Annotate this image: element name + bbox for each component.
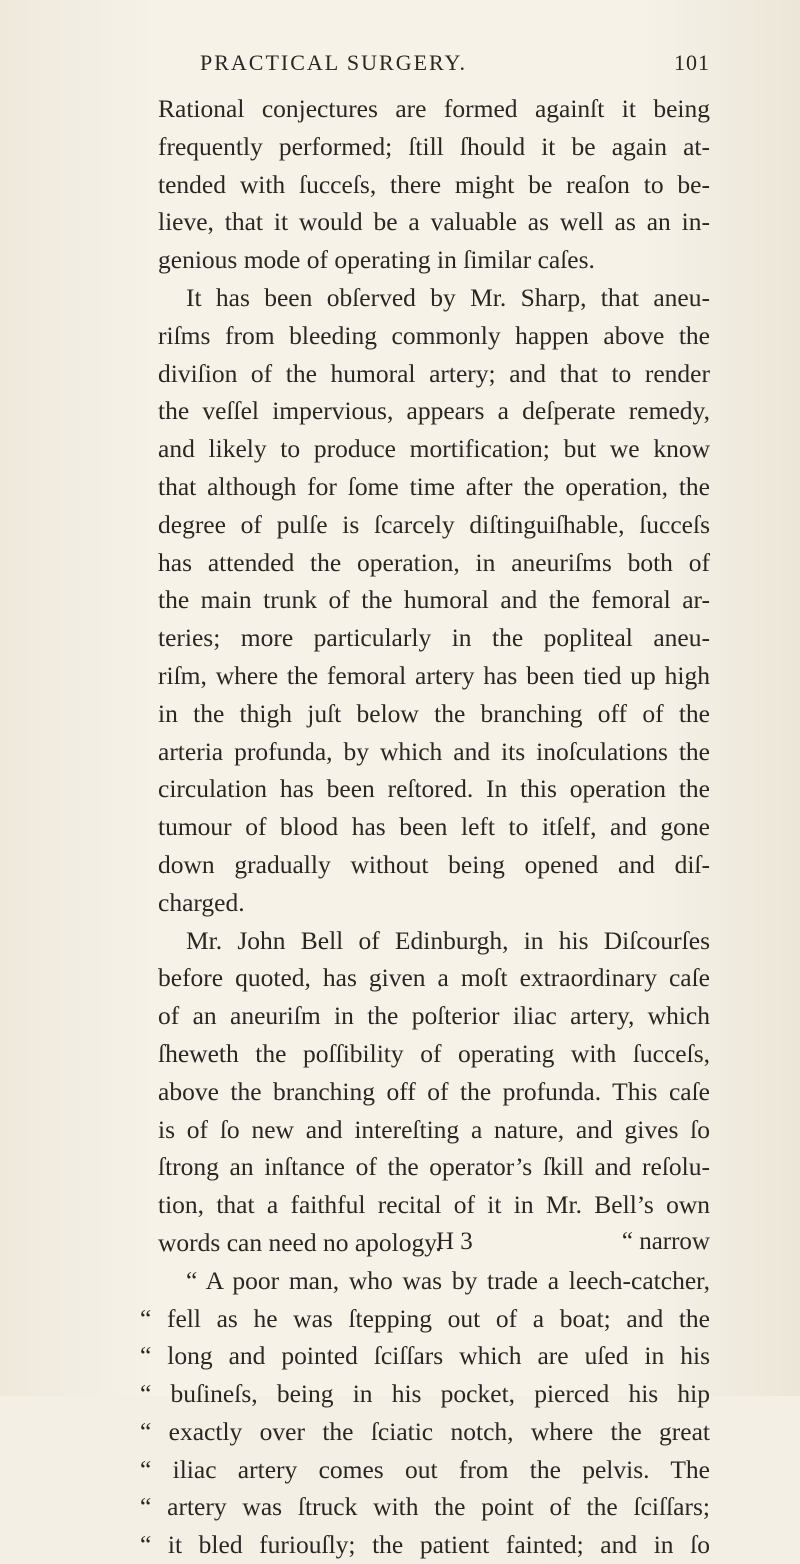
text-line: above the branching off of the profunda. This caſe: [158, 1076, 710, 1106]
text-line: of an aneuriſm in the poſterior iliac artery, which: [158, 1001, 710, 1031]
text-line: diviſion of the humoral artery; and that to render: [158, 358, 710, 388]
text-line: tion, that a faithful recital of it in Mr. Bell’s own: [158, 1190, 710, 1220]
page-number: 101: [674, 50, 710, 75]
text-line: and likely to produce mortification; but we know: [158, 434, 710, 464]
quote-line: “ iliac artery comes out from the pelvis. The: [140, 1454, 710, 1484]
text-line: tumour of blood has been left to itſelf, and gone: [158, 812, 710, 842]
text-line: words can need no apology.: [158, 1227, 442, 1257]
text-line: arteria profunda, by which and its inoſculations the: [158, 736, 710, 766]
text-line: charged.: [158, 887, 245, 917]
quote-line: “ it bled furiouſly; the patient fainted; and in ſo: [140, 1530, 710, 1560]
text-line: riſms from bleeding commonly happen above the: [158, 320, 710, 350]
text-line: the veſſel impervious, appears a deſperate remedy,: [158, 396, 710, 426]
text-line: genious mode of operating in ſimilar caſes.: [158, 245, 595, 275]
text-line: is of ſo new and intereſting a nature, and gives ſo: [158, 1114, 710, 1144]
text-line: frequently performed; ſtill ſhould it be again at-: [158, 131, 710, 161]
text-line: teries; more particularly in the popliteal aneu-: [158, 623, 710, 653]
text-line: down gradually without being opened and diſ-: [158, 849, 710, 879]
body-text: [140, 90, 710, 1564]
text-line: the main trunk of the humoral and the femoral ar-: [158, 585, 710, 615]
text-line: has attended the operation, in aneuriſms both of: [158, 547, 710, 577]
page-footer: [158, 1228, 710, 1268]
text-line: degree of pulſe is ſcarcely diſtinguiſhable, ſucceſs: [158, 509, 710, 539]
text-line: circulation has been reſtored. In this operation the: [158, 774, 710, 804]
text-line: lieve, that it would be a valuable as well as an in-: [158, 207, 710, 237]
text-line: riſm, where the femoral artery has been tied up high: [158, 660, 710, 690]
quote-line: “ fell as he was ſtepping out of a boat; and the: [140, 1303, 710, 1333]
text-line: before quoted, has given a moſt extraordinary caſe: [158, 963, 710, 993]
text-line: Mr. John Bell of Edinburgh, in his Diſcourſes: [186, 925, 710, 955]
page-header: [150, 50, 710, 90]
quote-line: “ long and pointed ſciſſars which are uſed in his: [140, 1341, 710, 1371]
quote-line: “ exactly over the ſciatic notch, where the great: [140, 1416, 710, 1446]
text-line: in the thigh juſt below the branching off of the: [158, 698, 710, 728]
text-line: ſtrong an inſtance of the operator’s ſkill and reſolu-: [158, 1152, 710, 1182]
text-line: that although for ſome time after the operation, the: [158, 471, 710, 501]
quote-line: “ A poor man, who was by trade a leech-catcher,: [186, 1265, 710, 1295]
text-line: tended with ſucceſs, there might be reaſon to be-: [158, 169, 710, 199]
text-line: It has been obſerved by Mr. Sharp, that aneu-: [186, 282, 710, 312]
quote-line: “ buſineſs, being in his pocket, pierced his hip: [140, 1379, 710, 1409]
catchword: “ narrow: [621, 1228, 710, 1255]
text-line: ſheweth the poſſibility of operating with ſucceſs,: [158, 1038, 710, 1068]
quote-line: “ artery was ſtruck with the point of the ſciſſars;: [140, 1492, 710, 1522]
running-head: PRACTICAL SURGERY.: [200, 50, 468, 75]
signature-mark: H 3: [436, 1228, 473, 1255]
text-line: Rational conjectures are formed againſt it being: [158, 94, 710, 123]
